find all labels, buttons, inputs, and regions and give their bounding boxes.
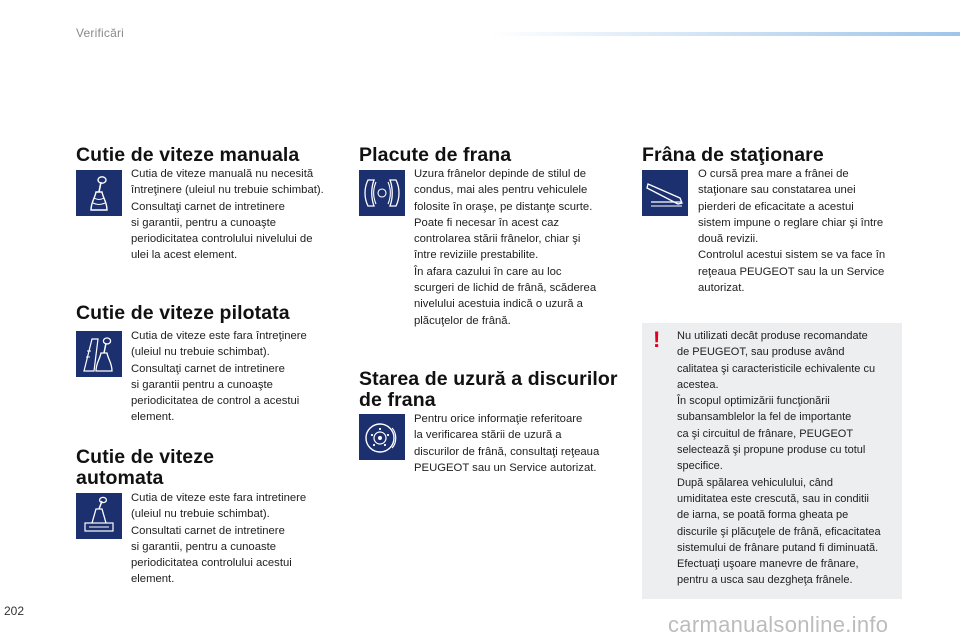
header-accent-bar	[490, 32, 960, 36]
section-body-placute: Uzura frânelor depinde de stilul de condus, mai ales pentru vehiculele folosite în oraşe, pe distanţe scurte. Poate fi necesar în acest caz controlarea stării frânelor, chiar şi între reviziile prestabilite. În afara cazului în care au loc scurgeri de lichid de frână, scăderea nivelului acestuia indică o uzură a plăcuţelor de frână.	[414, 168, 597, 327]
section-title-automata-line1: Cutie de viteze	[76, 446, 215, 468]
warning-exclamation-icon: !	[653, 327, 661, 352]
section-body-pilotata: Cutia de viteze este fara întreţinere (uleiul nu trebuie schimbat). Consultaţi carnet de intretinere si garantii pentru a cunoaşte periodicitatea de control a acestui element.	[131, 330, 307, 424]
pilotata-gearbox-icon	[76, 331, 122, 377]
brake-disc-icon	[359, 414, 405, 460]
section-title-automata	[76, 447, 214, 489]
section-title-discuri-line2: de frana	[359, 389, 436, 411]
parking-brake-icon	[642, 170, 688, 216]
manual-gearshift-icon	[76, 170, 122, 216]
section-title-stationare: Frâna de staţionare	[642, 144, 824, 166]
section-title-manual: Cutie de viteze manuala	[76, 144, 300, 166]
section-title-automata-line2: automata	[76, 467, 164, 489]
watermark: carmanualsonline.info	[668, 612, 889, 637]
section-title-discuri-line1: Starea de uzură a discurilor	[359, 368, 618, 390]
section-title-placute: Placute de frana	[359, 144, 512, 166]
header-title: Verificări	[76, 26, 125, 40]
brake-pads-icon	[359, 170, 405, 216]
page-number: 202	[4, 604, 25, 618]
automatic-gearbox-icon	[76, 493, 122, 539]
section-title-pilotata: Cutie de viteze pilotata	[76, 302, 290, 324]
warning-text: Nu utilizati decât produse recomandate de PEUGEOT, sau produse având calitatea şi caracteristicile echivalente cu acestea. În scopul optimizării funcţionării subansamblelor la fel de importante ca şi circuitul de frânare, PEUGEOT selectează şi propune produse cu totul specifice. După spălarea vehiculului, când umiditatea este crescută, sau in conditii de iarna, se poată forma gheata pe discurile şi plăcuţele de frână, eficacitatea sistemului de frânare putand fi diminuată. Efectuaţi uşoare manevre de frânare, pentru a usca sau dezgheţa frânele.	[677, 330, 881, 587]
section-body-automata: Cutia de viteze este fara intretinere (uleiul nu trebuie schimbat). Consultati carnet de intretinere si garantii, pentru a cunoaste periodicitatea controlului acestui element.	[131, 492, 307, 586]
section-title-discuri	[359, 369, 618, 411]
section-body-discuri: Pentru orice informaţie referitoare la verificarea stării de uzură a discurilor de frână, consultaţi reţeaua PEUGEOT sau un Service autorizat.	[414, 413, 600, 474]
section-body-stationare: O cursă prea mare a frânei de staţionare sau constatarea unei pierderi de eficacitate a acestui sistem impune o reglare chiar şi între două revizii. Controlul acestui sistem se va face în reţeaua PEUGEOT sau la un Service autorizat.	[698, 168, 886, 295]
section-body-manual: Cutia de viteze manuală nu necesită întreţinere (uleiul nu trebuie schimbat). Consultaţi carnet de intretinere si garantii, pentru a cunoaşte periodicitatea controlului nivelului de ulei la acest element.	[131, 168, 324, 262]
